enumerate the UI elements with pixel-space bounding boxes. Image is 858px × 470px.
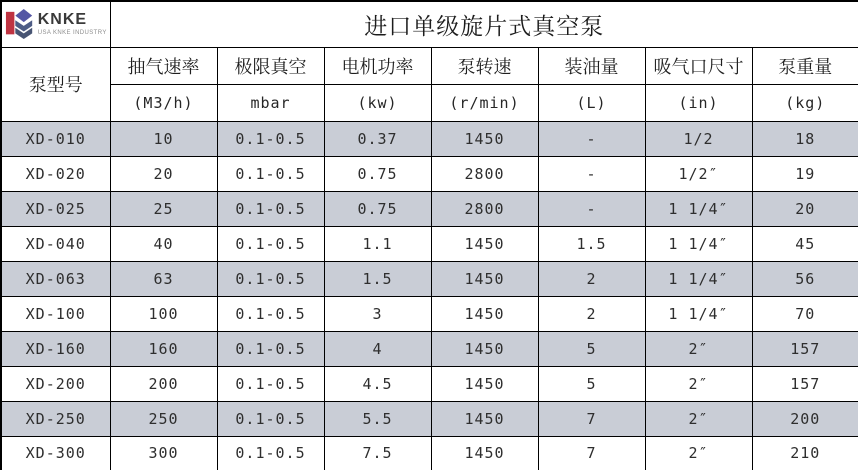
table-row-xd-100 [1,296,858,331]
cell-model: XD-160 [1,331,110,366]
col-header-ultimate-vacuum: 极限真空 [217,47,324,84]
cell-pump-rpm: 1450 [431,261,538,296]
cell-pump-weight: 200 [752,401,858,436]
unit-pump-rpm: (r/min) [431,84,538,121]
cell-motor-power: 5.5 [324,401,431,436]
cell-model: XD-300 [1,436,110,470]
cell-oil-capacity: 1.5 [538,226,645,261]
cell-pumping-speed: 100 [110,296,217,331]
unit-oil-capacity: (L) [538,84,645,121]
table-row-xd-020 [1,156,858,191]
cell-oil-capacity: 7 [538,436,645,470]
cell-oil-capacity: - [538,191,645,226]
col-header-pump-rpm: 泵转速 [431,47,538,84]
cell-model: XD-250 [1,401,110,436]
cell-ultimate-vacuum: 0.1-0.5 [217,296,324,331]
cell-model: XD-200 [1,366,110,401]
cell-inlet-size: 2″ [645,436,752,470]
cell-pumping-speed: 40 [110,226,217,261]
cell-pumping-speed: 160 [110,331,217,366]
cell-pump-rpm: 1450 [431,366,538,401]
cell-pump-weight: 20 [752,191,858,226]
cell-pumping-speed: 200 [110,366,217,401]
cell-oil-capacity: 2 [538,296,645,331]
cell-ultimate-vacuum: 0.1-0.5 [217,226,324,261]
cell-pump-rpm: 2800 [431,156,538,191]
cell-inlet-size: 1 1/4″ [645,261,752,296]
unit-motor-power: (kw) [324,84,431,121]
cell-inlet-size: 1 1/4″ [645,296,752,331]
cell-pump-weight: 45 [752,226,858,261]
cell-pump-rpm: 1450 [431,121,538,156]
cell-motor-power: 4.5 [324,366,431,401]
cell-ultimate-vacuum: 0.1-0.5 [217,156,324,191]
cell-pumping-speed: 25 [110,191,217,226]
cell-pump-rpm: 1450 [431,296,538,331]
table-row-xd-250 [1,401,858,436]
unit-inlet-size: (in) [645,84,752,121]
table-row-xd-010 [1,121,858,156]
cell-model: XD-020 [1,156,110,191]
cell-motor-power: 3 [324,296,431,331]
cell-inlet-size: 2″ [645,331,752,366]
cell-pumping-speed: 250 [110,401,217,436]
cell-pumping-speed: 20 [110,156,217,191]
cell-inlet-size: 2″ [645,401,752,436]
cell-inlet-size: 1 1/4″ [645,191,752,226]
page-title: 进口单级旋片式真空泵 [110,1,858,47]
cell-model: XD-040 [1,226,110,261]
cell-ultimate-vacuum: 0.1-0.5 [217,366,324,401]
table-row-xd-040 [1,226,858,261]
cell-ultimate-vacuum: 0.1-0.5 [217,331,324,366]
col-header-model: 泵型号 [1,47,110,121]
knke-logo-icon [5,8,35,41]
brand-logo [1,1,110,47]
cell-pumping-speed: 300 [110,436,217,470]
cell-model: XD-025 [1,191,110,226]
cell-motor-power: 1.5 [324,261,431,296]
cell-oil-capacity: 7 [538,401,645,436]
unit-pumping-speed: (M3/h) [110,84,217,121]
cell-pump-weight: 70 [752,296,858,331]
unit-ultimate-vacuum: mbar [217,84,324,121]
cell-pump-rpm: 1450 [431,436,538,470]
table-row-xd-300 [1,436,858,470]
cell-pump-rpm: 1450 [431,331,538,366]
cell-motor-power: 4 [324,331,431,366]
cell-oil-capacity: - [538,121,645,156]
cell-oil-capacity: 5 [538,331,645,366]
cell-model: XD-100 [1,296,110,331]
cell-ultimate-vacuum: 0.1-0.5 [217,436,324,470]
table-row-xd-200 [1,366,858,401]
cell-pumping-speed: 63 [110,261,217,296]
table-row-xd-063 [1,261,858,296]
cell-pump-weight: 157 [752,366,858,401]
col-header-inlet-size: 吸气口尺寸 [645,47,752,84]
cell-motor-power: 0.75 [324,191,431,226]
cell-inlet-size: 2″ [645,366,752,401]
cell-pump-weight: 19 [752,156,858,191]
cell-ultimate-vacuum: 0.1-0.5 [217,261,324,296]
cell-model: XD-063 [1,261,110,296]
cell-pump-weight: 18 [752,121,858,156]
brand-name: KNKE [37,11,88,29]
cell-pump-rpm: 2800 [431,191,538,226]
unit-pump-weight: (kg) [752,84,858,121]
cell-ultimate-vacuum: 0.1-0.5 [217,121,324,156]
col-header-pumping-speed: 抽气速率 [110,47,217,84]
cell-motor-power: 7.5 [324,436,431,470]
cell-motor-power: 1.1 [324,226,431,261]
cell-motor-power: 0.75 [324,156,431,191]
cell-inlet-size: 1 1/4″ [645,226,752,261]
cell-motor-power: 0.37 [324,121,431,156]
brand-tagline: USA KNKE INDUSTRY [37,30,107,37]
table-row-xd-160 [1,331,858,366]
cell-ultimate-vacuum: 0.1-0.5 [217,401,324,436]
table-row-xd-025 [1,191,858,226]
col-header-oil-capacity: 装油量 [538,47,645,84]
cell-model: XD-010 [1,121,110,156]
cell-pumping-speed: 10 [110,121,217,156]
col-header-motor-power: 电机功率 [324,47,431,84]
cell-oil-capacity: - [538,156,645,191]
cell-ultimate-vacuum: 0.1-0.5 [217,191,324,226]
col-header-pump-weight: 泵重量 [752,47,858,84]
cell-pump-rpm: 1450 [431,226,538,261]
cell-pump-weight: 56 [752,261,858,296]
cell-oil-capacity: 2 [538,261,645,296]
cell-pump-weight: 157 [752,331,858,366]
cell-oil-capacity: 5 [538,366,645,401]
cell-pump-rpm: 1450 [431,401,538,436]
cell-inlet-size: 1/2″ [645,156,752,191]
cell-inlet-size: 1/2 [645,121,752,156]
cell-pump-weight: 210 [752,436,858,470]
